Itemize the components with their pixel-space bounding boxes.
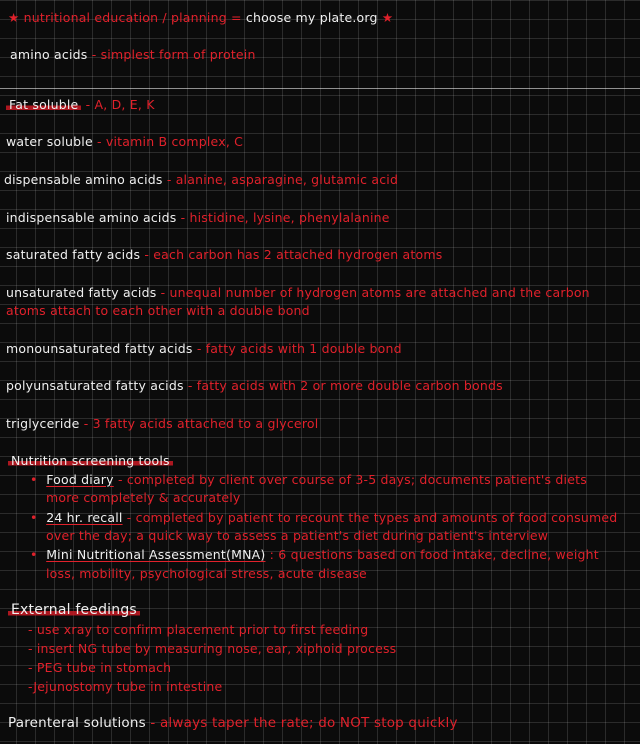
list-item-continued [6,301,640,320]
term: indispensable amino acids [6,210,177,225]
list-item [6,339,640,358]
list-item [6,245,640,264]
page-title [8,8,640,27]
term: unsaturated fatty acids [6,285,157,300]
definition: - unequal number of hydrogen atoms are attached and the carbon [160,285,590,300]
list-item [6,283,640,302]
term: water soluble [6,134,93,149]
definition: - always taper the rate; do NOT stop quickly [150,715,458,731]
definition-continued: atoms attach to each other with a double bond [6,303,310,318]
term: Parenteral solutions [8,715,146,731]
bullet-icon: • [30,510,38,525]
list-item [6,208,640,227]
list-item-text: - insert NG tube by measuring nose, ear, xiphoid process [28,641,397,656]
heading-text: Nutrition screening tools [8,453,173,468]
definition: - completed by patient to recount the types and amounts of food consumed [126,510,618,525]
definition: - alanine, asparagine, glutamic acid [166,172,399,187]
star-icon: ★ [8,10,20,25]
definition: - histidine, lysine, phenylalanine [180,210,390,225]
list-item [30,470,640,489]
list-item [28,658,640,677]
definition-continued: more completely & accurately [46,490,241,505]
definition: - fatty acids with 2 or more double carbon bonds [187,378,503,393]
term: dispensable amino acids [4,172,163,187]
list-item-continued [46,488,640,507]
heading-text: External feedings [8,602,140,618]
list-item [6,95,640,114]
list-item-continued [46,564,640,583]
list-item [30,508,640,527]
star-icon: ★ [381,10,394,25]
list-item [10,45,640,64]
definition: - completed by client over course of 3-5 days; documents patient's diets [117,472,587,487]
divider [0,88,640,89]
term: triglyceride [6,416,80,431]
term: Fat soluble [6,97,81,112]
list-item [28,620,640,639]
list-item [4,170,640,189]
section-heading [8,601,640,620]
term: Food diary [46,472,114,487]
definition-continued: over the day; a quick way to assess a patient's diet during patient's interview [46,528,549,543]
title-prefix: nutritional education / planning = [23,10,242,25]
list-item [28,677,640,696]
definition: - 3 fatty acids attached to a glycerol [83,416,319,431]
list-item [28,639,640,658]
list-item-text: -Jejunostomy tube in intestine [28,679,223,694]
list-item [6,376,640,395]
list-item-text: - PEG tube in stomach [28,660,172,675]
list-item-continued [46,526,640,545]
definition: - fatty acids with 1 double bond [196,341,402,356]
bullet-icon: • [30,547,38,562]
bullet-icon: • [30,472,38,487]
definition: - simplest form of protein [91,47,256,62]
list-item-text: - use xray to confirm placement prior to first feeding [28,622,369,637]
list-item [8,714,640,733]
term: Mini Nutritional Assessment(MNA) [46,547,266,562]
term: saturated fatty acids [6,247,141,262]
term: monounsaturated fatty acids [6,341,193,356]
title-site: choose my plate.org [245,10,378,25]
term: 24 hr. recall [46,510,123,525]
term: amino acids [10,47,88,62]
definition: - vitamin B complex, C [97,134,244,149]
definition-continued: loss, mobility, psychological stress, acute disease [46,566,367,581]
list-item [6,414,640,433]
definition: - A, D, E, K [85,97,155,112]
definition: - each carbon has 2 attached hydrogen atoms [144,247,443,262]
term: polyunsaturated fatty acids [6,378,184,393]
list-item [30,545,640,564]
definition: : 6 questions based on food intake, decline, weight [269,547,599,562]
section-heading [8,451,640,470]
list-item [6,132,640,151]
